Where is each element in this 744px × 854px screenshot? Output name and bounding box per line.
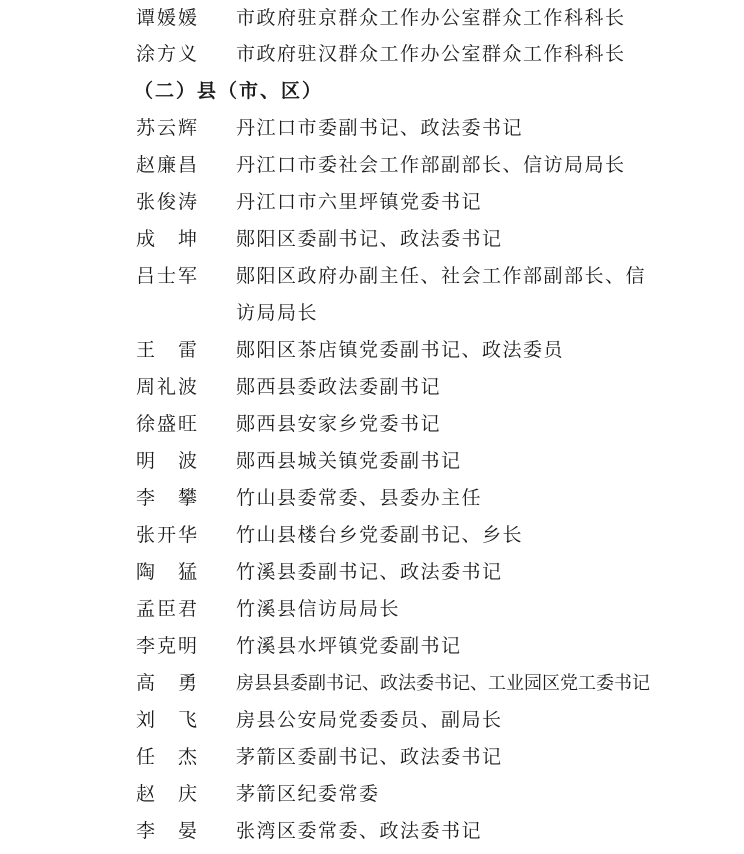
person-title: 市政府驻汉群众工作办公室群众工作科科长 — [236, 43, 626, 65]
person-name: 刘 飞 — [136, 709, 200, 731]
person-name: 张开华 — [136, 524, 200, 546]
person-name: 苏云辉 — [136, 117, 200, 139]
person-name: 吕士军 — [136, 265, 200, 287]
person-title: 房县县委副书记、政法委书记、工业园区党工委书记 — [236, 673, 650, 694]
person-name: 谭媛媛 — [136, 7, 200, 29]
person-title: 茅箭区纪委常委 — [236, 783, 380, 805]
person-name: 张俊涛 — [136, 191, 200, 213]
person-title: 竹山县委常委、县委办主任 — [236, 487, 483, 509]
person-name: 王 雷 — [136, 339, 200, 361]
person-name: 徐盛旺 — [136, 413, 200, 435]
person-title: 郧阳区茶店镇党委副书记、政法委员 — [236, 339, 565, 361]
person-name: 李 晏 — [136, 820, 200, 842]
person-title: 张湾区委常委、政法委书记 — [236, 820, 483, 842]
person-name: 成 坤 — [136, 228, 200, 250]
person-title: 郧西县委政法委副书记 — [236, 376, 442, 398]
person-name: 涂方义 — [136, 43, 200, 65]
person-title: 竹山县楼台乡党委副书记、乡长 — [236, 524, 524, 546]
person-title: 丹江口市六里坪镇党委书记 — [236, 191, 483, 213]
person-title: 郧西县城关镇党委副书记 — [236, 450, 462, 472]
person-name: 李克明 — [136, 635, 200, 657]
person-title: 房县公安局党委委员、副局长 — [236, 709, 503, 731]
person-name: 明 波 — [136, 450, 200, 472]
person-name: 赵廉昌 — [136, 154, 200, 176]
person-title: 市政府驻京群众工作办公室群众工作科科长 — [236, 7, 626, 29]
person-title: 茅箭区委副书记、政法委书记 — [236, 746, 503, 768]
person-title: 郧阳区委副书记、政法委书记 — [236, 228, 503, 250]
person-name: 孟臣君 — [136, 598, 200, 620]
person-name: 高 勇 — [136, 672, 200, 694]
person-name: 李 攀 — [136, 487, 200, 509]
person-title: 竹溪县信访局局长 — [236, 598, 401, 620]
person-name: 赵 庆 — [136, 783, 200, 805]
person-title: 竹溪县水坪镇党委副书记 — [236, 635, 462, 657]
person-title: 丹江口市委副书记、政法委书记 — [236, 117, 524, 139]
person-title: 竹溪县委副书记、政法委书记 — [236, 561, 503, 583]
person-name: 陶 猛 — [136, 561, 200, 583]
person-title: 郧阳区政府办副主任、社会工作部副部长、信访局局长 — [236, 265, 647, 324]
person-name: 周礼波 — [136, 376, 200, 398]
section-heading: （二）县（市、区） — [134, 80, 324, 102]
person-name: 任 杰 — [136, 746, 200, 768]
person-title: 郧西县安家乡党委书记 — [236, 413, 442, 435]
person-title: 丹江口市委社会工作部副部长、信访局局长 — [236, 154, 626, 176]
